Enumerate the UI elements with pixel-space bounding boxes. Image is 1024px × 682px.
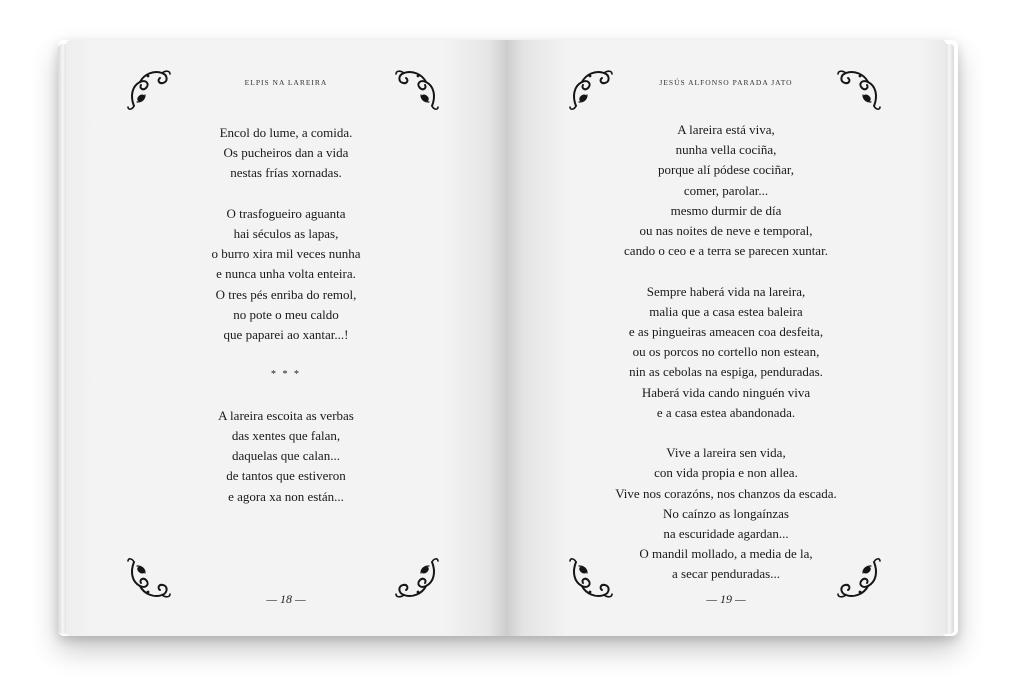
poem-right xyxy=(506,120,946,605)
verse-line: das xentes que falan, xyxy=(231,428,341,443)
verse-line: o burro xira mil veces nunha xyxy=(211,246,361,262)
verse-line: Vive a lareira sen vida, xyxy=(666,445,786,461)
page-block-edge-left xyxy=(58,44,66,634)
verse-line: Haberá vida cando ninguén viva xyxy=(641,384,811,400)
verse-line: O mandil mollado, a media de la, xyxy=(639,546,813,562)
verse-line: porque alí pódese cociñar, xyxy=(658,162,794,178)
stanza xyxy=(66,204,506,345)
verse-line: Sempre haberá vida na lareira, xyxy=(646,283,806,299)
verse-line: nestas frías xornadas. xyxy=(230,165,342,181)
verse-line: O tres pés enriba do remol, xyxy=(215,286,357,302)
right-page xyxy=(506,40,946,636)
page-number-right: — 19 — xyxy=(706,592,746,606)
verse-line: ou os porcos no cortello non estean, xyxy=(632,344,820,360)
running-head-left: ELPIS NA LAREIRA xyxy=(244,78,328,87)
page-number-left: — 18 — xyxy=(266,592,306,606)
verse-line: Vive nos corazóns, nos chanzos da escada. xyxy=(615,485,837,501)
flourish-icon-top-right xyxy=(394,66,440,112)
verse-line: A lareira está viva, xyxy=(677,122,775,137)
verse-line: e a casa estea abandonada. xyxy=(656,404,796,420)
flourish-icon-top-left-r xyxy=(568,66,614,112)
verse-line: de tantos que estiveron xyxy=(226,468,346,484)
verse-line: no pote o meu caldo xyxy=(233,306,339,322)
verse-line: e agora xa non están... xyxy=(228,488,344,504)
stanza xyxy=(66,406,506,507)
verse-line: ou nas noites de neve e temporal, xyxy=(639,223,813,239)
stanza xyxy=(66,123,506,184)
verse-line: malia que a casa estea baleira xyxy=(649,303,803,319)
verse-line: A lareira escoita as verbas xyxy=(218,407,354,423)
section-separator: * * * xyxy=(271,369,301,381)
verse-line: e nunca unha volta enteira. xyxy=(216,266,356,282)
verse-line: No caínzo as longaínzas xyxy=(663,505,789,521)
flourish-icon-top-left xyxy=(126,66,172,112)
stanza xyxy=(506,120,946,261)
verse-line: con vida propia e non allea. xyxy=(654,465,798,481)
verse-line: nunha vella cociña, xyxy=(675,142,777,158)
verse-line: nin as cebolas na espiga, penduradas. xyxy=(629,364,823,380)
verse-line: daquelas que calan... xyxy=(232,448,340,464)
verse-line: cando o ceo e a terra se parecen xuntar. xyxy=(624,243,828,259)
verse-line: na escuridade agardan... xyxy=(663,526,789,542)
stanza xyxy=(506,282,946,423)
verse-line: Encol do lume, a comida. xyxy=(219,125,353,140)
left-page xyxy=(66,40,506,636)
verse-line: e as pingueiras ameacen coa desfeita, xyxy=(628,324,824,340)
verse-line: que paparei ao xantar...! xyxy=(223,327,349,343)
verse-line: mesmo durmir de día xyxy=(670,202,782,218)
verse-line: comer, parolar... xyxy=(683,182,769,198)
verse-line: a secar penduradas... xyxy=(672,566,780,582)
verse-line: O trasfogueiro aguanta xyxy=(226,205,346,221)
stanza xyxy=(506,443,946,584)
poem-left xyxy=(66,123,506,527)
verse-line: Os pucheiros dan a vida xyxy=(223,145,349,161)
page-block-edge-right xyxy=(946,44,954,634)
flourish-icon-top-right-r xyxy=(836,66,882,112)
running-head-right: JESÚS ALFONSO PARADA JATO xyxy=(659,78,793,87)
verse-line: hai séculos as lapas, xyxy=(233,226,339,241)
